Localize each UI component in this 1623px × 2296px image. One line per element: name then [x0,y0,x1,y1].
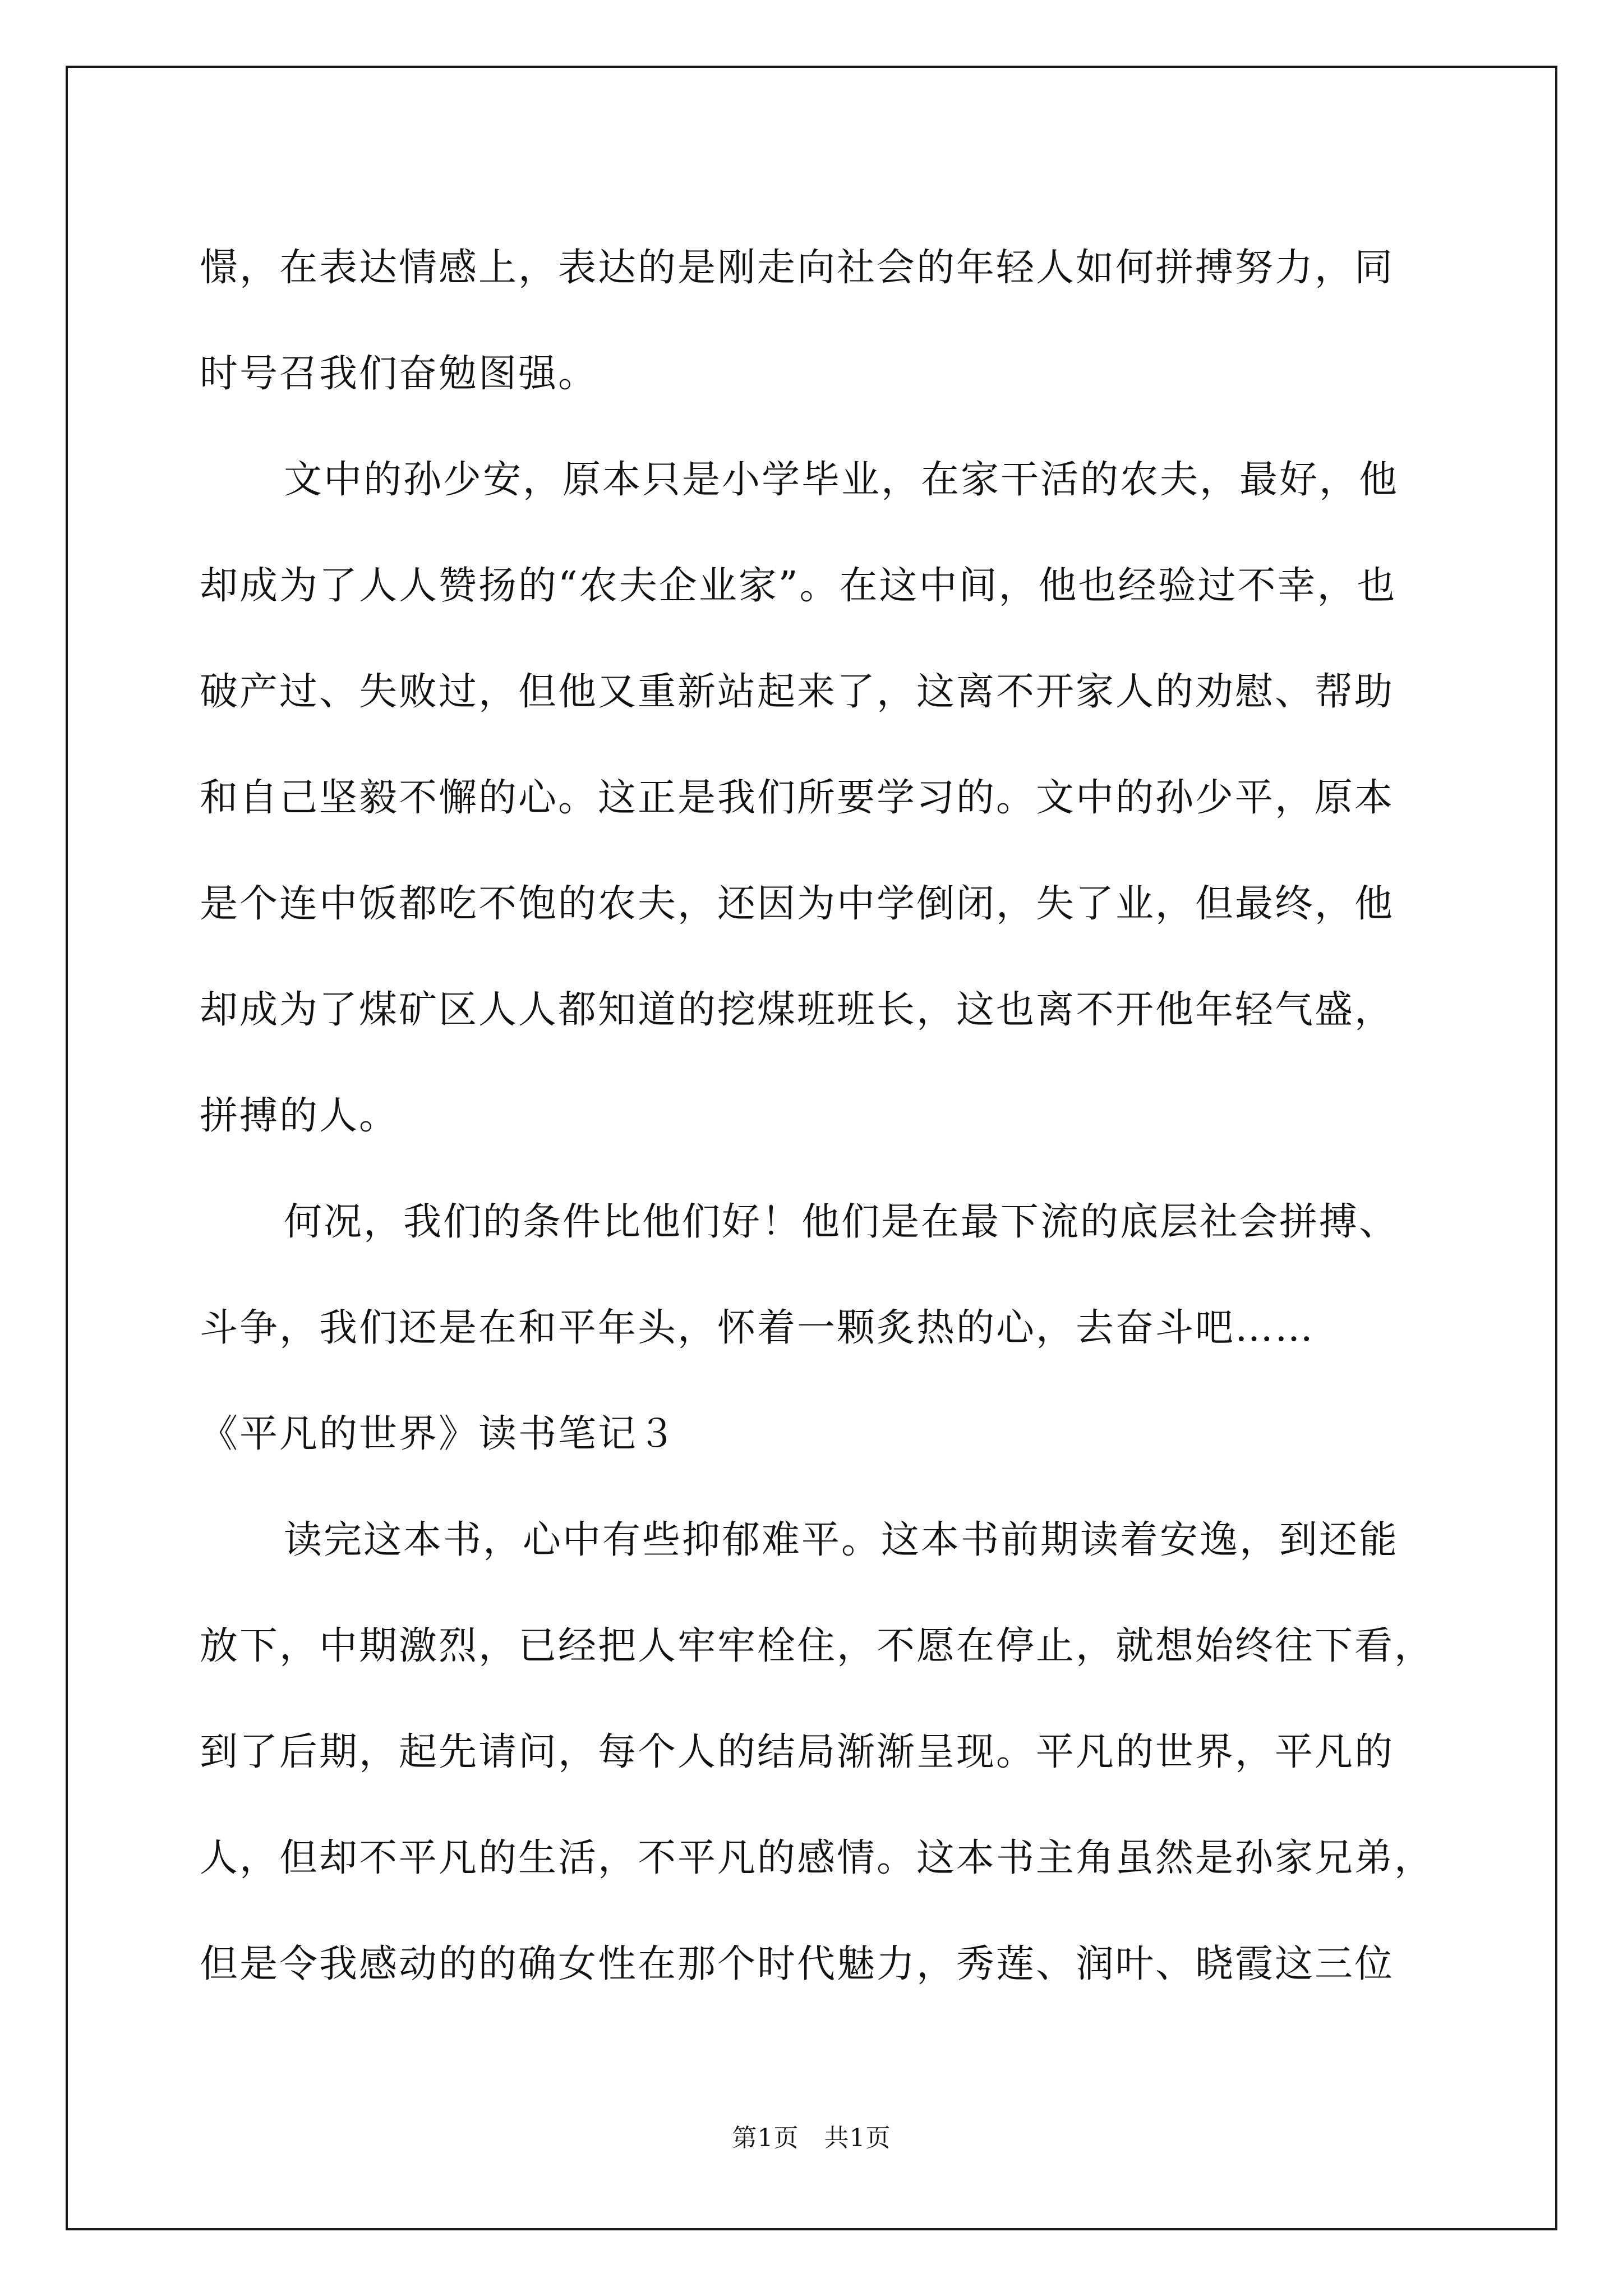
text-line: 时号召我们奋勉图强。 [200,352,598,396]
paragraph-start: 何况，我们的条件比他们好！他们是在最下流的底层社会拼搏、 [284,1200,1399,1244]
text-line: 和自己坚毅不懈的心。这正是我们所要学习的。文中的孙少平，原本 [200,776,1395,820]
text-line: 拼搏的人。 [200,1094,399,1138]
document-body [200,215,1433,2017]
text-line: 是个连中饭都吃不饱的农夫，还因为中学倒闭，失了业，但最终，他 [200,882,1395,926]
text-line: 斗争，我们还是在和平年头，怀着一颗炙热的心，去奋斗吧…… [200,1306,1315,1350]
paragraph-start: 读完这本书，心中有些抑郁难平。这本书前期读着安逸，到还能 [284,1518,1399,1562]
page-footer: 第1页 共1页 [732,2124,891,2152]
paragraph-start: 文中的孙少安，原本只是小学毕业，在家干活的农夫，最好，他 [284,458,1399,502]
text-line: 却成为了人人赞扬的“农夫企业家”。在这中间，他也经验过不幸，也 [200,564,1397,608]
text-line: 人，但却不平凡的生活，不平凡的感情。这本书主角虽然是孙家兄弟， [200,1836,1435,1880]
text-line: 但是令我感动的的确女性在那个时代魅力，秀莲、润叶、晓霞这三位 [200,1942,1395,1986]
text-line: 却成为了煤矿区人人都知道的挖煤班班长，这也离不开他年轻气盛， [200,988,1395,1032]
text-line: 憬，在表达情感上，表达的是刚走向社会的年轻人如何拼搏努力，同 [200,246,1395,290]
text-line: 破产过、失败过，但他又重新站起来了，这离不开家人的劝慰、帮助 [200,670,1395,714]
section-heading: 《平凡的世界》读书笔记３ [200,1412,678,1456]
text-line: 放下，中期激烈，已经把人牢牢栓住，不愿在停止，就想始终往下看， [200,1624,1435,1668]
text-line: 到了后期，起先请问，每个人的结局渐渐呈现。平凡的世界，平凡的 [200,1730,1395,1774]
